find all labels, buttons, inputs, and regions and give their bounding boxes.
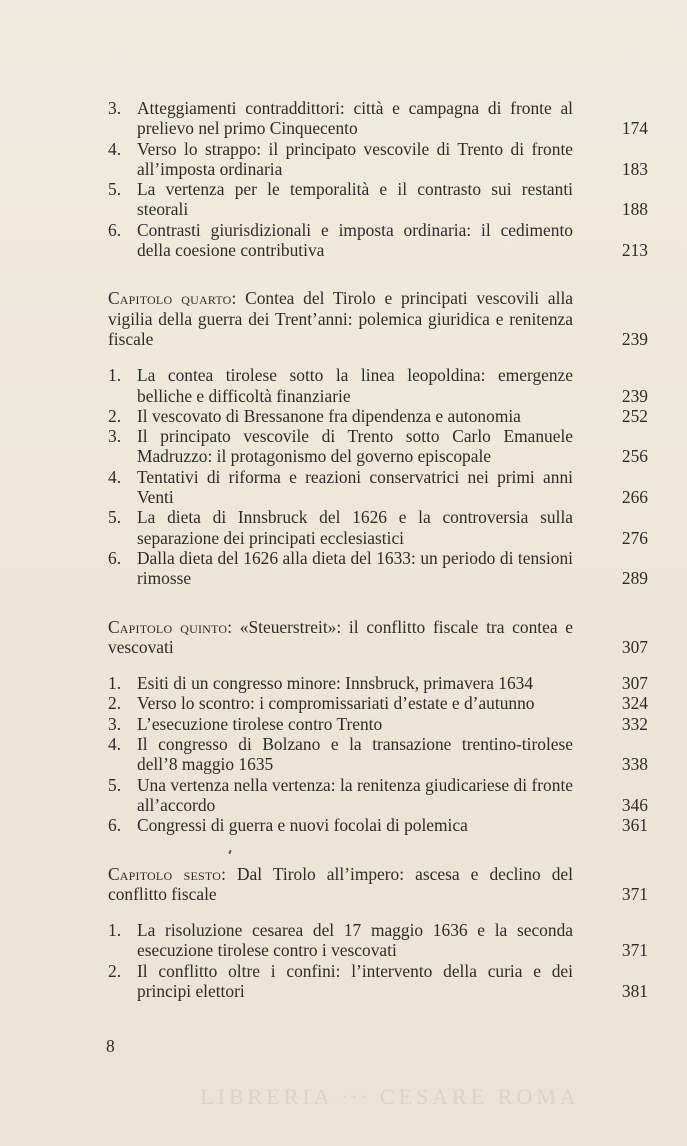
entry-title: La vertenza per le temporalità e il contrasto sui restanti steorali (137, 179, 573, 220)
chapter-title: : Dal Tirolo all’impero: ascesa e declino del conflitto fiscale (108, 863, 573, 904)
toc-entry[interactable] (108, 775, 648, 816)
entry-title: La dieta di Innsbruck del 1626 e la controversia sulla separazione dei principati ecclesiastici (137, 507, 573, 548)
toc-entry[interactable] (108, 98, 648, 139)
entry-page: 266 (621, 487, 648, 508)
chapter-heading-text (108, 617, 573, 658)
toc-entry[interactable] (108, 426, 648, 467)
entry-number: 4. (108, 138, 122, 159)
chapter-heading[interactable] (108, 288, 648, 349)
entry-title: La risoluzione cesarea del 17 maggio 1636 e la seconda esecuzione tirolese contro i vescovati (137, 920, 573, 961)
chapter-title: : «Steuerstreit»: il conflitto fiscale tra contea e vescovati (108, 616, 573, 657)
entry-title: Una vertenza nella vertenza: la renitenza giudicariese di fronte all’accordo (137, 774, 573, 815)
entry-number: 6. (108, 547, 122, 568)
entry-number: 3. (108, 713, 122, 734)
entry-title: Il principato vescovile di Trento sotto Carlo Emanuele Madruzzo: il protagonismo del governo episcopale (137, 426, 573, 467)
chapter-page: 307 (621, 636, 648, 657)
entry-page: 276 (621, 527, 648, 548)
entry-title: Contrasti giurisdizionali e imposta ordinaria: il cedimento della coesione contributiva (137, 219, 573, 261)
entry-title: Dalla dieta del 1626 alla dieta del 1633: un periodo di tensioni rimosse (137, 547, 573, 589)
entry-page: 239 (621, 385, 648, 406)
entry-number: 1. (108, 920, 122, 941)
toc-entry[interactable] (108, 714, 648, 734)
chapter-heading[interactable] (108, 864, 648, 905)
entry-title: La contea tirolese sotto la linea leopoldina: emergenze belliche e difficoltà finanziarie (137, 365, 573, 406)
entry-page: 174 (621, 118, 648, 139)
entry-title: Verso lo scontro: i compromissariati d’estate e d’autunno (137, 693, 535, 714)
chapter-page: 371 (621, 883, 648, 904)
entry-page: 371 (621, 940, 648, 961)
toc-entry[interactable] (108, 507, 648, 548)
entry-page: 324 (621, 693, 648, 714)
section-capitolo-sesto (108, 864, 648, 1002)
page-number: 8 (106, 1036, 115, 1056)
entry-page: 289 (621, 568, 648, 589)
entry-page: 361 (621, 815, 648, 836)
entry-title: Il vescovato di Bressanone fra dipendenza e autonomia (137, 405, 521, 426)
entry-number: 6. (108, 815, 122, 836)
entry-number: 1. (108, 673, 122, 694)
toc-entry[interactable] (108, 365, 648, 406)
entry-page: 256 (621, 446, 648, 467)
entry-page: 381 (621, 980, 648, 1001)
chapter-page: 239 (621, 328, 648, 349)
entry-page: 346 (621, 794, 648, 815)
table-of-contents (108, 98, 648, 1001)
entry-title: Il conflitto oltre i confini: l’intervento della curia e dei principi elettori (137, 960, 573, 1001)
entry-number: 2. (108, 405, 122, 426)
entry-number: 5. (108, 179, 122, 200)
entry-number: 2. (108, 693, 122, 714)
chapter-heading-text (108, 864, 573, 905)
entry-number: 5. (108, 774, 122, 795)
toc-entry[interactable] (108, 815, 648, 835)
chapter-label: Capitolo quarto (108, 288, 232, 309)
section-capitolo-quinto (108, 617, 648, 836)
entry-title: Esiti di un congresso minore: Innsbruck, primavera 1634 (137, 673, 534, 694)
entry-page: 183 (621, 158, 648, 179)
entry-number: 3. (108, 98, 122, 118)
toc-entry[interactable] (108, 920, 648, 961)
chapter-heading[interactable] (108, 617, 648, 658)
watermark: LIBRERIA ∙∙∙ CESARE ROMA (200, 1084, 580, 1109)
toc-entry[interactable] (108, 734, 648, 775)
entry-number: 4. (108, 734, 122, 755)
entry-number: 1. (108, 365, 122, 386)
chapter-title: : Contea del Tirolo e principati vescovili alla vigilia della guerra dei Trent’anni: polemica giuridica e renitenza fiscale (108, 288, 574, 349)
toc-entry[interactable] (108, 139, 648, 180)
entry-number: 3. (108, 426, 122, 447)
entry-number: 6. (108, 219, 122, 240)
entry-number: 5. (108, 507, 122, 528)
section-capitolo-quarto (108, 288, 648, 588)
entry-number: 2. (108, 960, 122, 981)
entry-page: 307 (621, 673, 648, 694)
entry-page: 332 (621, 713, 648, 734)
chapter-label: Capitolo quinto (108, 616, 228, 637)
toc-entry[interactable] (108, 220, 648, 261)
entry-page: 252 (621, 405, 648, 426)
entry-title: Congressi di guerra e nuovi focolai di polemica (137, 815, 468, 836)
entry-page: 213 (621, 240, 648, 261)
entry-title: Tentativi di riforma e reazioni conservatrici nei primi anni Venti (137, 466, 573, 508)
entry-page: 338 (621, 754, 648, 775)
toc-entry[interactable] (108, 548, 648, 589)
entry-title: Atteggiamenti contraddittori: città e campagna di fronte al prelievo nel primo Cinquecento (137, 98, 573, 139)
toc-entry[interactable] (108, 406, 648, 426)
chapter-label: Capitolo sesto (108, 863, 222, 884)
toc-entry[interactable] (108, 693, 648, 713)
toc-entry[interactable] (108, 673, 648, 693)
entry-page: 188 (621, 199, 648, 220)
entry-number: 4. (108, 466, 122, 487)
entry-title: L’esecuzione tirolese contro Trento (137, 713, 383, 734)
toc-entry[interactable] (108, 179, 648, 220)
chapter-heading-text (108, 288, 573, 349)
toc-entry[interactable] (108, 961, 648, 1002)
entry-title: Verso lo strappo: il principato vescovile di Trento di fronte all’imposta ordinaria (137, 138, 573, 179)
section-continuation (108, 98, 648, 260)
toc-entry[interactable] (108, 467, 648, 508)
entry-title: Il congresso di Bolzano e la transazione trentino-tirolese dell’8 maggio 1635 (137, 734, 573, 775)
